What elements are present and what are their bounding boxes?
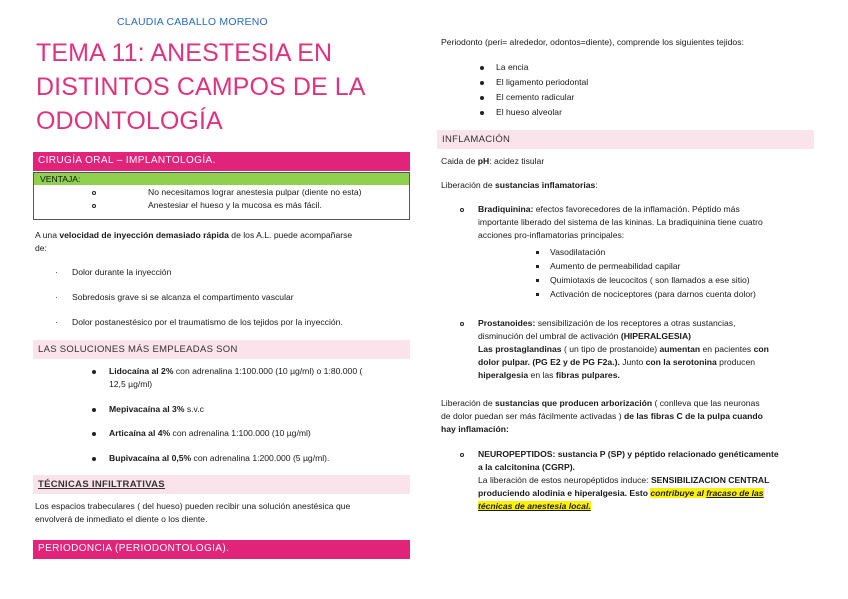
bullet-icon [460,322,464,326]
list-item: No necesitamos lograr anestesia pulpar (diente no esta) [92,186,392,199]
list-item: La encia [480,61,780,76]
page-title [36,36,396,138]
list-item: El hueso alveolar [480,106,780,121]
bullet-icon [480,66,484,70]
caida-ph: Caida de pH: acidez tisular [441,156,545,166]
bullet-icon [460,453,464,457]
bullet-icon [536,293,539,296]
neuropeptidos-item: NEUROPEPTIDOS: sustancia P (SP) y péptido relacionado genéticamente a la calcitonina (CGRP). La liberación de estos neuropéptidos induce: SENSIBILIZACION CENTRAL produciendo alodinia e hiperalgesia. Esto contribuye al fracaso de las técnicas de anestesia local. [460,448,830,513]
section-cirugia-heading: CIRUGÍA ORAL – IMPLANTOLOGÍA. [33,152,410,171]
title-line: ODONTOLOGÍA [36,107,223,135]
periodonto-intro: Periodonto (peri= alrededor, odontos=diente), comprende los siguientes tejidos: [441,37,744,47]
title-line: TEMA 11: ANESTESIA EN [36,39,333,67]
solucion-item: Articaína al 4% con adrenalina 1:100.000 (10 µg/ml) [92,427,412,440]
bullet-icon [92,370,96,374]
arborizacion-paragraph: Liberación de sustancias que producen arborización ( conlleva que las neuronas de dolor puedan ser más fácilmente activadas ) de las fibras C de la pulpa cuando hay inflamación: [441,398,763,434]
bullet-icon [92,204,96,208]
velocidad-paragraph: A una velocidad de inyección demasiado rápida de los A.L. puede acompañarse de: [35,230,353,253]
list-item: Anestesiar el hueso y la mucosa es más fácil. [92,199,392,212]
bradiquinina-item: Bradiquinina: efectos favorecedores de la inflamación. Péptido más importante liberado del sistema de las kininas. La bradiquinina tiene cuatro acciones pro-inflamatorias principales: [460,203,820,242]
bullet-icon [92,457,96,461]
bullet-icon [536,279,539,282]
bullet-icon [480,96,484,100]
bullet-icon [536,265,539,268]
list-item: El cemento radicular [480,91,780,106]
bullet-icon [92,432,96,436]
solucion-item: Mepivacaína al 3% s.v.c [92,403,412,416]
solucion-item: Bupivacaína al 0,5% con adrenalina 1:200.000 (5 µg/ml). [92,452,412,465]
author-name: CLAUDIA CABALLO MORENO [117,16,268,28]
list-item: El ligamento periodontal [480,76,780,91]
section-soluciones-heading: LAS SOLUCIONES MÁS EMPLEADAS SON [33,340,410,359]
liberacion-heading: Liberación de sustancias inflamatorias: [441,180,598,190]
bullet-icon [460,208,464,212]
bullet-icon [480,81,484,85]
tecnicas-paragraph: Los espacios trabeculares ( del hueso) pueden recibir una solución anestésica que envolverá de inmediato el diente o los diente. [35,501,351,524]
ventaja-list [92,186,392,212]
list-item: Quimiotaxis de leucocitos ( son llamados a ese sitio) [536,274,826,288]
title-line: DISTINTOS CAMPOS DE LA [36,73,366,101]
section-inflamacion-heading: INFLAMACIÓN [437,130,814,149]
prostanoides-item: Prostanoides: sensibilización de los receptores a otras sustancias, disminución del umbral de activación (HIPERALGESIA) Las prostaglandinas ( un tipo de prostanoide) aumentan en pacientes con dolor pulpar. (PG E2 y de PG F2a.). Junto con la serotonina producen hiperalgesia en las fibras pulpares. [460,317,830,382]
list-item: Activación de nociceptores (para darnos cuenta dolor) [536,288,826,302]
section-periodoncia-heading: PERIODONCIA (PERIODONTOLOGIA). [33,540,410,559]
bullet-icon [480,111,484,115]
solucion-item: Lidocaína al 2% con adrenalina 1:100.000 (10 µg/ml) o 1:80.000 ( 12,5 µg/ml) [92,365,412,391]
list-item: Aumento de permeabilidad capilar [536,260,826,274]
bullet-icon [92,191,96,195]
bullet-icon [536,251,539,254]
list-item: Vasodilatación [536,246,826,260]
ventaja-header: VENTAJA: [34,173,409,185]
bullet-icon [92,408,96,412]
ventaja-box [33,172,410,220]
section-tecnicas-heading: TÉCNICAS INFILTRATIVAS [33,475,410,494]
periodonto-list [480,61,780,121]
acciones-list [536,246,826,302]
